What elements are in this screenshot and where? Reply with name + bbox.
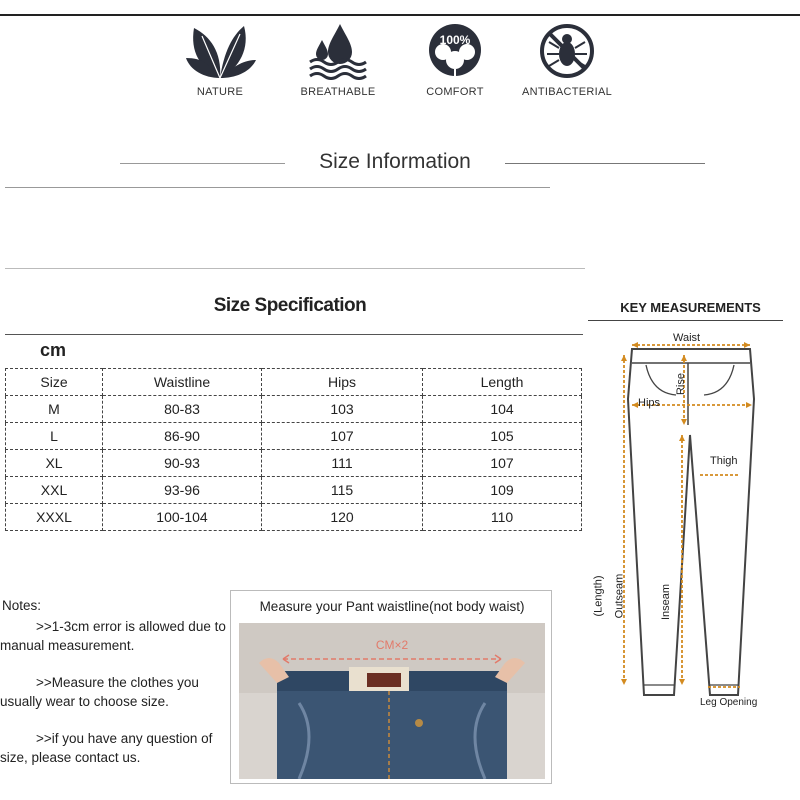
cell-size: XXL <box>6 477 103 504</box>
cell-waistline: 80-83 <box>103 396 262 423</box>
feature-label: ANTIBACTERIAL <box>521 86 613 98</box>
header-hips: Hips <box>262 369 423 396</box>
feature-comfort <box>400 22 510 98</box>
cell-hips: 107 <box>262 423 423 450</box>
cell-waistline: 100-104 <box>103 504 262 531</box>
unit-label: cm <box>40 340 67 360</box>
measure-title: Measure your Pant waistline(not body waist) <box>259 599 525 614</box>
feature-label: COMFORT <box>426 86 484 98</box>
divider <box>5 334 583 335</box>
cell-length: 105 <box>423 423 582 450</box>
cell-size: L <box>6 423 103 450</box>
header-length: Length <box>423 369 582 396</box>
pants-diagram <box>588 325 788 715</box>
table-row <box>6 396 582 423</box>
cell-length: 109 <box>423 477 582 504</box>
notes-title: Notes: <box>2 598 42 613</box>
cell-size: XL <box>6 450 103 477</box>
feature-antibacterial <box>512 22 622 98</box>
cell-hips: 115 <box>262 477 423 504</box>
cell-waistline: 90-93 <box>103 450 262 477</box>
label-hips: Hips <box>638 397 661 409</box>
svg-text:100%: 100% <box>439 33 471 47</box>
label-thigh: Thigh <box>710 455 738 467</box>
cell-hips: 120 <box>262 504 423 531</box>
measure-label: CM×2 <box>375 638 409 652</box>
label-outseam: Outseam <box>613 573 626 619</box>
divider <box>505 163 705 164</box>
note-item: >>if you have any question of size, please contact us. <box>0 731 213 765</box>
no-bug-icon <box>527 22 607 80</box>
cell-waistline: 93-96 <box>103 477 262 504</box>
jeans-waist-photo <box>239 623 545 779</box>
notes-section <box>0 596 230 785</box>
size-table <box>5 368 582 531</box>
table-row <box>6 477 582 504</box>
feature-label: NATURE <box>196 86 244 98</box>
size-specification-title: Size Specification <box>213 295 367 316</box>
cell-size: XXXL <box>6 504 103 531</box>
water-waves-icon <box>298 22 378 80</box>
label-rise: Rise <box>675 372 688 396</box>
cell-waistline: 86-90 <box>103 423 262 450</box>
table-row <box>6 504 582 531</box>
cell-length: 107 <box>423 450 582 477</box>
divider <box>120 163 285 164</box>
divider <box>5 187 550 188</box>
divider <box>5 268 585 269</box>
size-information-title: Size Information <box>319 150 471 173</box>
measure-illustration <box>230 590 552 784</box>
top-divider <box>0 14 800 16</box>
label-inseam: Inseam <box>660 583 673 621</box>
feature-nature <box>165 22 275 98</box>
key-measurements-title: KEY MEASUREMENTS <box>620 300 761 315</box>
cell-hips: 103 <box>262 396 423 423</box>
feature-breathable <box>283 22 393 98</box>
feature-label: BREATHABLE <box>300 86 376 98</box>
cell-size: M <box>6 396 103 423</box>
table-row <box>6 450 582 477</box>
header-waistline: Waistline <box>103 369 262 396</box>
header-size: Size <box>6 369 103 396</box>
label-leg-opening: Leg Opening <box>700 697 758 708</box>
leaves-icon <box>180 22 260 80</box>
cotton-icon <box>415 22 495 80</box>
table-header-row <box>6 369 582 396</box>
divider <box>588 320 783 321</box>
cell-hips: 111 <box>262 450 423 477</box>
cell-length: 104 <box>423 396 582 423</box>
cell-length: 110 <box>423 504 582 531</box>
label-length: (Length) <box>592 575 605 617</box>
note-item: >>Measure the clothes you usually wear to choose size. <box>0 675 199 709</box>
table-row <box>6 423 582 450</box>
label-waist: Waist <box>673 332 701 344</box>
note-item: >>1-3cm error is allowed due to manual measurement. <box>0 619 226 653</box>
